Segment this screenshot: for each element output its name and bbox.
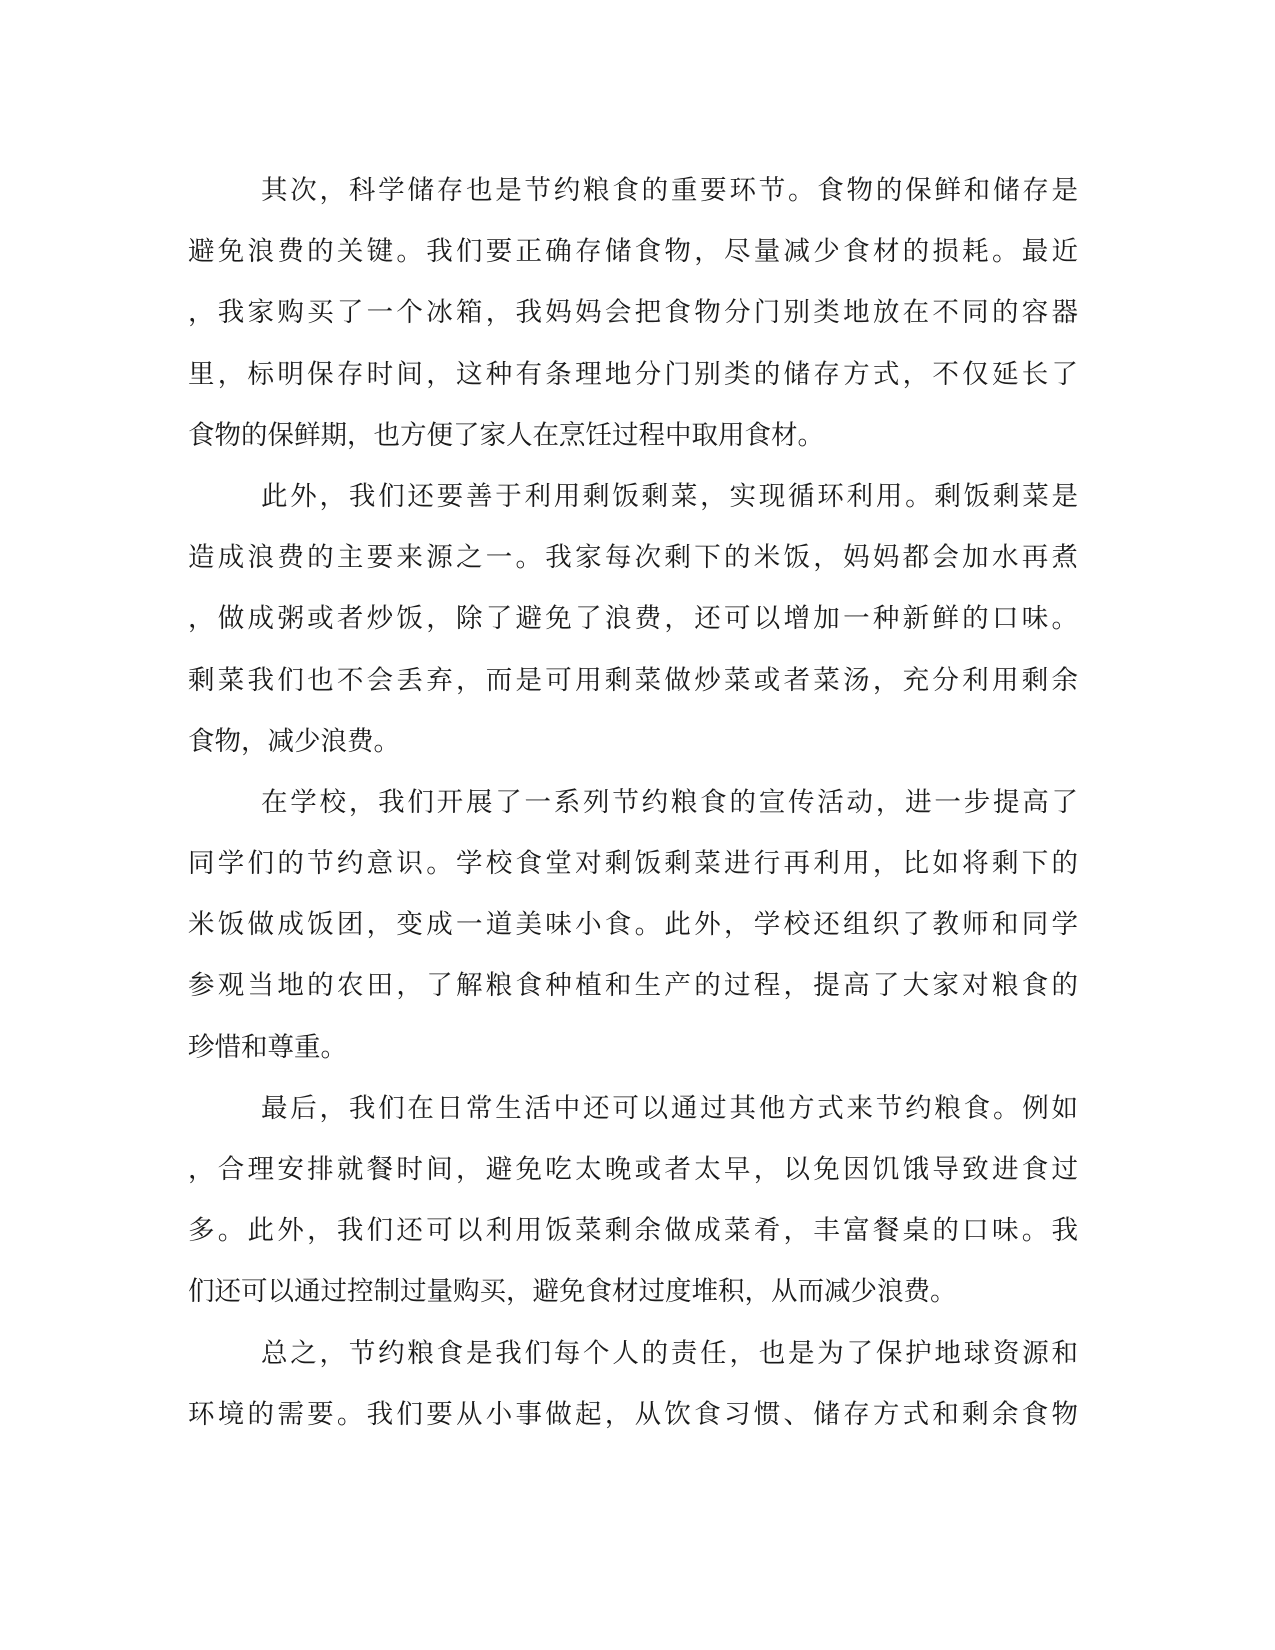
- text-line: 最后，我们在日常生活中还可以通过其他方式来节约粮食。例如: [261, 1092, 1078, 1124]
- text-line: ，我家购买了一个冰箱，我妈妈会把食物分门别类地放在不同的容器: [188, 297, 1078, 329]
- text-line: 食物的保鲜期，也方便了家人在烹饪过程中取用食材。: [188, 419, 824, 451]
- text-line: 剩菜我们也不会丢弃，而是可用剩菜做炒菜或者菜汤，充分利用剩余: [188, 664, 1078, 696]
- text-line: 多。此外，我们还可以利用饭菜剩余做成菜肴，丰富餐桌的口味。我: [188, 1215, 1078, 1247]
- text-line: 参观当地的农田，了解粮食种植和生产的过程，提高了大家对粮食的: [188, 970, 1078, 1002]
- document-body: [188, 160, 1078, 1445]
- text-line: ，做成粥或者炒饭，除了避免了浪费，还可以增加一种新鲜的口味。: [188, 603, 1078, 635]
- text-line: 食物，减少浪费。: [188, 725, 400, 757]
- text-line: 同学们的节约意识。学校食堂对剩饭剩菜进行再利用，比如将剩下的: [188, 848, 1078, 880]
- text-line: 里，标明保存时间，这种有条理地分门别类的储存方式，不仅延长了: [188, 358, 1078, 390]
- text-line: 米饭做成饭团，变成一道美味小食。此外，学校还组织了教师和同学: [188, 909, 1078, 941]
- text-line: 避免浪费的关键。我们要正确存储食物，尽量减少食材的损耗。最近: [188, 236, 1078, 268]
- text-line: ，合理安排就餐时间，避免吃太晚或者太早，以免因饥饿导致进食过: [188, 1154, 1078, 1185]
- text-line: 造成浪费的主要来源之一。我家每次剩下的米饭，妈妈都会加水再煮: [188, 542, 1078, 574]
- text-line: 其次，科学储存也是节约粮食的重要环节。食物的保鲜和储存是: [261, 175, 1078, 206]
- text-line: 们还可以通过控制过量购买，避免食材过度堆积，从而减少浪费。: [188, 1276, 957, 1308]
- text-line: 在学校，我们开展了一系列节约粮食的宣传活动，进一步提高了: [261, 786, 1078, 818]
- text-line: 此外，我们还要善于利用剩饭剩菜，实现循环利用。剩饭剩菜是: [261, 480, 1078, 512]
- text-line: 珍惜和尊重。: [188, 1031, 347, 1063]
- text-line: 总之，节约粮食是我们每个人的责任，也是为了保护地球资源和: [261, 1337, 1078, 1369]
- text-line: 环境的需要。我们要从小事做起，从饮食习惯、储存方式和剩余食物: [188, 1398, 1078, 1430]
